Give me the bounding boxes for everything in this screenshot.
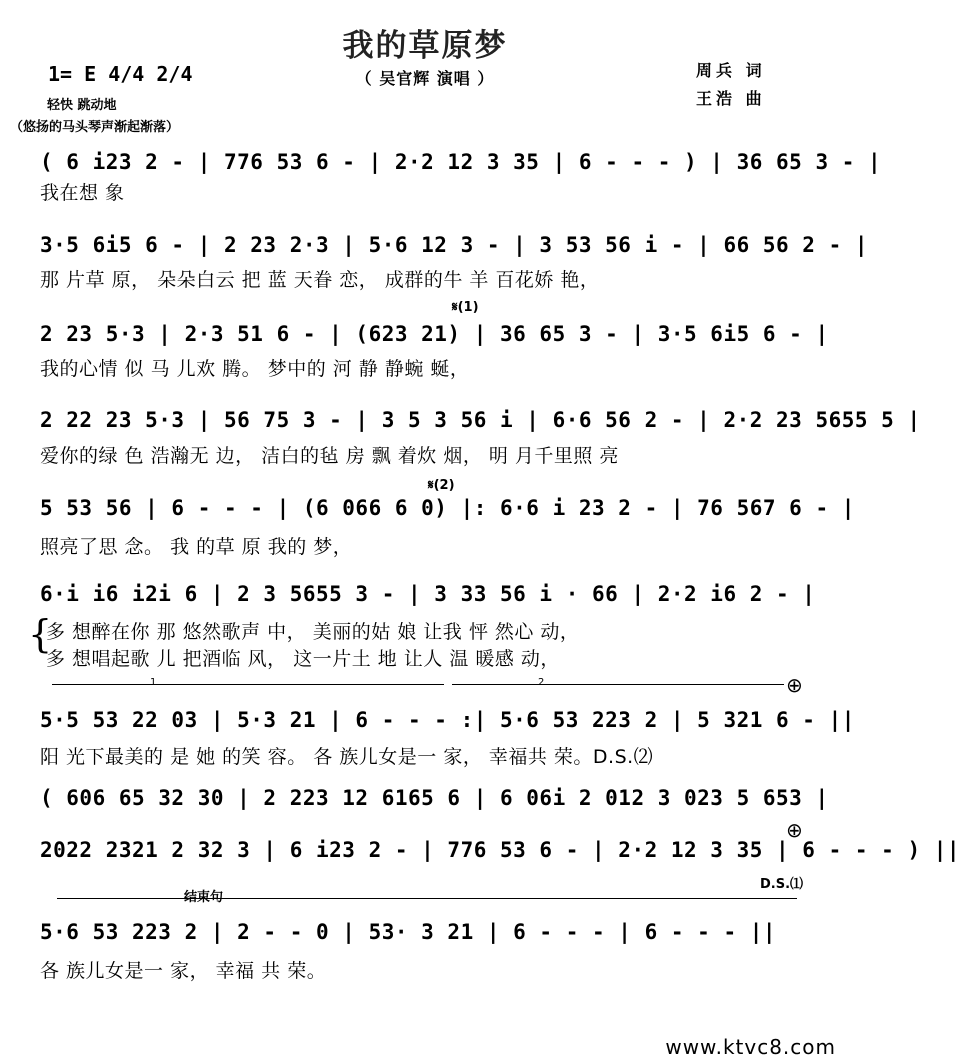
lyric-row-10: 各 族儿女是一 家， 幸福 共 荣。 <box>40 960 327 982</box>
ds-1-mark: D.S.⑴ <box>760 877 804 892</box>
ending-label: 结束句 <box>184 890 224 905</box>
lyric-row-6-verse-1: 多 想醉在你 那 悠然歌声 中， 美丽的姑 娘 让我 怦 然心 动， <box>46 621 580 643</box>
lyric-row-6-verse-2: 多 想唱起歌 儿 把酒临 风， 这一片土 地 让人 温 暖感 动， <box>46 648 560 670</box>
site-watermark: www.ktvc8.com <box>665 1035 836 1059</box>
notation-row-4: 2 22 23 5·3 | 56 75 3 - | 3 5 3 56 i | 6·6 56 2 - | 2·2 23 5655 5 | <box>40 408 921 432</box>
song-title: 我的草原梦 <box>342 28 508 64</box>
notation-row-3: 2 23 5·3 | 2·3 51 6 - | (623 21) | 36 65 3 - | 3·5 6i5 6 - | <box>40 322 829 346</box>
lyric-row-4: 爱你的绿 色 浩瀚无 边， 洁白的毡 房 飘 着炊 烟， 明 月千里照 亮 <box>40 445 619 467</box>
notation-row-7: 5·5 53 22 03 | 5·3 21 | 6 - - - :| 5·6 53 223 2 | 5 321 6 - || <box>40 708 855 732</box>
lyricist-credit: 周兵 词 <box>696 61 766 80</box>
segno-1-mark: 𝄋(1) <box>452 300 479 315</box>
notation-row-5: 5 53 56 | 6 - - - | (6 066 6 0) |: 6·6 i 23 2 - | 76 567 6 - | <box>40 496 855 520</box>
lyric-row-3: 我的心情 似 马 儿欢 腾。 梦中的 河 静 静蜿 蜒， <box>40 358 470 380</box>
singer-credit: （ 吴官辉 演唱 ） <box>355 69 495 88</box>
lyric-row-2: 那 片草 原， 朵朵白云 把 蓝 天眷 恋， 成群的牛 羊 百花娇 艳， <box>40 269 600 291</box>
composer-credit: 王浩 曲 <box>696 89 766 108</box>
lyric-row-7: 阳 光下最美的 是 她 的笑 容。 各 族儿女是一 家， 幸福共 荣。D.S.⑵ <box>40 746 654 768</box>
notation-row-1: ( 6 i23 2 - | 776 53 6 - | 2·2 12 3 35 | 6 - - - ) | 36 65 3 - | <box>40 150 882 174</box>
intro-note: （悠扬的马头琴声渐起渐落） <box>10 120 180 135</box>
notation-row-9: 2022 2321 2 32 3 | 6 i23 2 - | 776 53 6 - | 2·2 12 3 35 | 6 - - - ) || <box>40 838 960 862</box>
volta-2-bracket <box>452 684 784 685</box>
key-signature: 1= E 4/4 2/4 <box>48 62 193 86</box>
volta-1-number: 1 <box>150 677 157 688</box>
coda-icon-2: ⊕ <box>786 818 803 842</box>
lyric-row-5: 照亮了思 念。 我 的草 原 我的 梦， <box>40 536 353 558</box>
tempo-marking: 轻快 跳动地 <box>47 98 117 113</box>
notation-row-10: 5·6 53 223 2 | 2 - - 0 | 53· 3 21 | 6 - - - | 6 - - - || <box>40 920 777 944</box>
segno-2-mark: 𝄋(2) <box>428 478 455 493</box>
notation-row-8: ( 606 65 32 30 | 2 223 12 6165 6 | 6 06i 2 012 3 023 5 653 | <box>40 786 829 810</box>
notation-row-2: 3·5 6i5 6 - | 2 23 2·3 | 5·6 12 3 - | 3 53 56 i - | 66 56 2 - | <box>40 233 869 257</box>
volta-2-number: 2 <box>538 677 545 688</box>
volta-1-bracket <box>52 684 444 685</box>
notation-row-6: 6·i i6 i2i 6 | 2 3 5655 3 - | 3 33 56 i · 66 | 2·2 i6 2 - | <box>40 582 816 606</box>
verse-brace: { <box>28 612 53 656</box>
ending-bracket <box>57 898 797 899</box>
coda-icon: ⊕ <box>786 673 803 697</box>
lyric-row-1: 我在想 象 <box>40 182 125 204</box>
